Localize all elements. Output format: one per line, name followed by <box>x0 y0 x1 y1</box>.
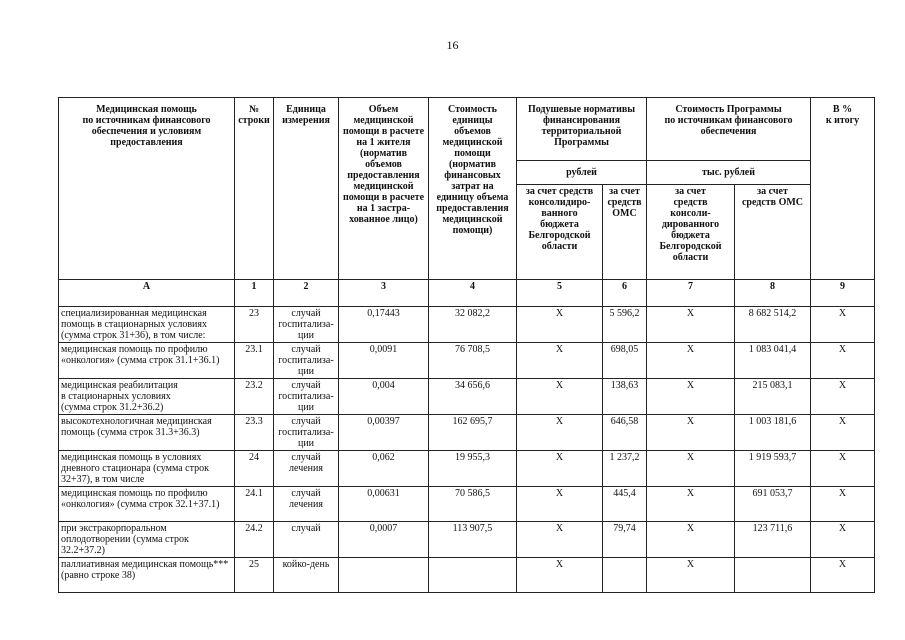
row-description: медицинская реабилитация в стационарных условиях (сумма строк 31.2+36.2) <box>59 379 235 415</box>
header-group-norms: Подушевые нормативы финансирования территориальной Программы <box>517 98 647 161</box>
header-norm-oms: за счет средств ОМС <box>603 185 647 280</box>
row-percent: X <box>811 522 875 558</box>
row-cost-oms: 691 053,7 <box>735 487 811 522</box>
row-unit-cost: 32 082,2 <box>429 307 517 343</box>
header-norm-budget: за счет средств консолидиро- ванного бюджета Белгородской области <box>517 185 603 280</box>
row-cost-budget: X <box>647 307 735 343</box>
row-percent: X <box>811 487 875 522</box>
row-unit-cost: 70 586,5 <box>429 487 517 522</box>
row-unit-cost: 113 907,5 <box>429 522 517 558</box>
table-row <box>59 307 875 343</box>
row-norm-budget: X <box>517 343 603 379</box>
row-volume: 0,0007 <box>339 522 429 558</box>
row-cost-oms <box>735 558 811 593</box>
row-norm-budget: X <box>517 415 603 451</box>
row-norm-oms: 5 596,2 <box>603 307 647 343</box>
row-cost-budget: X <box>647 522 735 558</box>
header-cost-oms: за счет средств ОМС <box>735 185 811 280</box>
row-unit: случай госпитализа-ции <box>274 343 339 379</box>
row-description: специализированная медицинская помощь в стационарных условиях (сумма строк 31+36), в том числе: <box>59 307 235 343</box>
row-number: 23.3 <box>235 415 274 451</box>
row-description: высокотехнологичная медицинская помощь (сумма строк 31.3+36.3) <box>59 415 235 451</box>
header-percent: В % к итогу <box>811 98 875 280</box>
table-row <box>59 379 875 415</box>
row-number: 24.1 <box>235 487 274 522</box>
header-cost-budget: за счет средств консоли- дированного бюджета Белгородской области <box>647 185 735 280</box>
row-norm-oms: 646,58 <box>603 415 647 451</box>
row-unit: случай лечения <box>274 451 339 487</box>
index-cell: 4 <box>429 280 517 307</box>
row-percent: X <box>811 558 875 593</box>
row-cost-oms: 215 083,1 <box>735 379 811 415</box>
row-volume: 0,004 <box>339 379 429 415</box>
row-volume <box>339 558 429 593</box>
page-number: 16 <box>446 38 459 52</box>
row-number: 23.1 <box>235 343 274 379</box>
row-unit: койко-день <box>274 558 339 593</box>
row-volume: 0,0091 <box>339 343 429 379</box>
row-cost-budget: X <box>647 343 735 379</box>
row-unit-cost: 34 656,6 <box>429 379 517 415</box>
row-cost-budget: X <box>647 379 735 415</box>
row-percent: X <box>811 307 875 343</box>
row-norm-budget: X <box>517 379 603 415</box>
row-cost-oms: 123 711,6 <box>735 522 811 558</box>
row-cost-budget: X <box>647 487 735 522</box>
row-norm-oms: 445,4 <box>603 487 647 522</box>
header-group-program-cost: Стоимость Программы по источникам финансового обеспечения <box>647 98 811 161</box>
row-norm-budget: X <box>517 558 603 593</box>
index-cell: 9 <box>811 280 875 307</box>
row-cost-oms: 1 003 181,6 <box>735 415 811 451</box>
header-row-number: № строки <box>235 98 274 280</box>
row-description: медицинская помощь по профилю «онкология» (сумма строк 31.1+36.1) <box>59 343 235 379</box>
row-number: 23 <box>235 307 274 343</box>
column-index-row <box>59 280 875 307</box>
index-cell: 6 <box>603 280 647 307</box>
row-unit-cost: 76 708,5 <box>429 343 517 379</box>
row-percent: X <box>811 379 875 415</box>
row-unit-cost <box>429 558 517 593</box>
index-cell: 1 <box>235 280 274 307</box>
row-norm-oms: 1 237,2 <box>603 451 647 487</box>
row-norm-oms: 79,74 <box>603 522 647 558</box>
header-volume: Объем медицинской помощи в расчете на 1 жителя (норматив объемов предоставления медицинской помощи в расчете на 1 застра- хованное лицо) <box>339 98 429 280</box>
row-number: 24.2 <box>235 522 274 558</box>
row-norm-budget: X <box>517 487 603 522</box>
index-cell: 7 <box>647 280 735 307</box>
table-row <box>59 558 875 593</box>
row-unit: случай <box>274 522 339 558</box>
row-description: при экстракорпоральном оплодотворении (сумма строк 32.2+37.2) <box>59 522 235 558</box>
index-cell: 8 <box>735 280 811 307</box>
header-unit-cost: Стоимость единицы объемов медицинской помощи (норматив финансовых затрат на единицу объема предоставления медицинской помощи) <box>429 98 517 280</box>
row-description: медицинская помощь в условиях дневного стационара (сумма строк 32+37), в том числе <box>59 451 235 487</box>
row-unit: случай госпитализа-ции <box>274 415 339 451</box>
row-number: 25 <box>235 558 274 593</box>
header-unit: Единица измерения <box>274 98 339 280</box>
header-unit-thousand-rubles: тыс. рублей <box>647 161 811 185</box>
index-cell: 5 <box>517 280 603 307</box>
row-unit-cost: 19 955,3 <box>429 451 517 487</box>
index-cell: А <box>59 280 235 307</box>
index-cell: 3 <box>339 280 429 307</box>
header-col-a: Медицинская помощь по источникам финансового обеспечения и условиям предоставления <box>59 98 235 280</box>
medical-care-table <box>58 97 875 593</box>
row-description: медицинская помощь по профилю «онкология» (сумма строк 32.1+37.1) <box>59 487 235 522</box>
row-norm-oms: 138,63 <box>603 379 647 415</box>
table-row <box>59 343 875 379</box>
row-unit: случай госпитализа-ции <box>274 379 339 415</box>
row-cost-oms: 1 919 593,7 <box>735 451 811 487</box>
row-volume: 0,00397 <box>339 415 429 451</box>
table-row <box>59 451 875 487</box>
row-number: 24 <box>235 451 274 487</box>
row-cost-budget: X <box>647 451 735 487</box>
row-cost-budget: X <box>647 415 735 451</box>
row-percent: X <box>811 343 875 379</box>
row-description: паллиативная медицинская помощь*** (равно строке 38) <box>59 558 235 593</box>
row-norm-oms <box>603 558 647 593</box>
row-cost-oms: 1 083 041,4 <box>735 343 811 379</box>
row-norm-budget: X <box>517 522 603 558</box>
row-percent: X <box>811 451 875 487</box>
table-row <box>59 522 875 558</box>
row-percent: X <box>811 415 875 451</box>
header-unit-rubles: рублей <box>517 161 647 185</box>
row-volume: 0,062 <box>339 451 429 487</box>
table-row <box>59 487 875 522</box>
row-norm-oms: 698,05 <box>603 343 647 379</box>
index-cell: 2 <box>274 280 339 307</box>
row-volume: 0,17443 <box>339 307 429 343</box>
row-norm-budget: X <box>517 307 603 343</box>
row-unit-cost: 162 695,7 <box>429 415 517 451</box>
table-row <box>59 415 875 451</box>
row-number: 23.2 <box>235 379 274 415</box>
row-norm-budget: X <box>517 451 603 487</box>
row-cost-oms: 8 682 514,2 <box>735 307 811 343</box>
row-unit: случай лечения <box>274 487 339 522</box>
row-unit: случай госпитализа-ции <box>274 307 339 343</box>
row-volume: 0,00631 <box>339 487 429 522</box>
row-cost-budget: X <box>647 558 735 593</box>
